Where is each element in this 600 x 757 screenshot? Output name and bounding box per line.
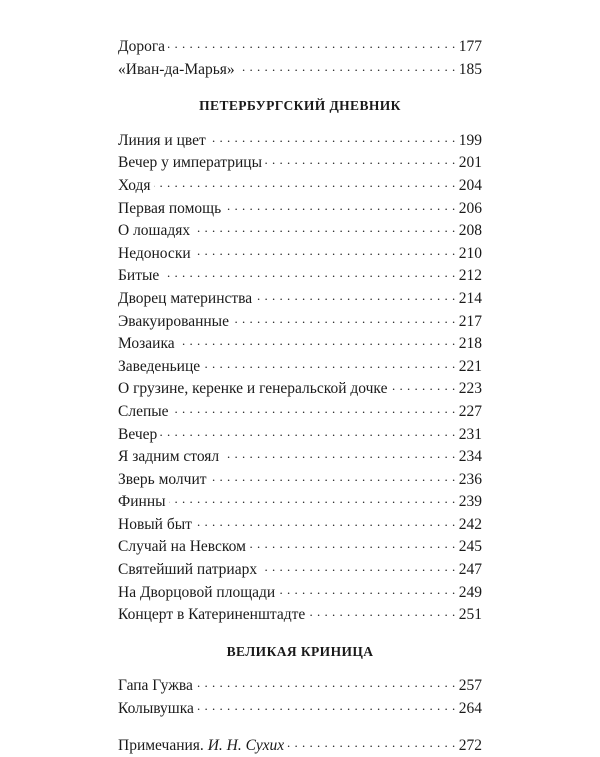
dot-leader xyxy=(195,511,456,530)
toc-entry-page: 234 xyxy=(458,448,482,466)
toc-entry-page: 212 xyxy=(458,267,482,285)
toc-entry xyxy=(118,698,482,721)
toc-entry-title: Линия и цвет xyxy=(118,131,206,149)
dot-leader xyxy=(224,195,456,214)
toc-entry-page: 227 xyxy=(458,402,482,420)
toc-entry-title: Я задним стоял xyxy=(118,448,220,466)
toc-entry-title: О грузине, керенке и генеральской дочке xyxy=(118,380,388,398)
dot-leader xyxy=(278,579,456,598)
toc-entry-page: 257 xyxy=(458,677,482,695)
toc-entry-page: 223 xyxy=(458,380,482,398)
dot-leader xyxy=(260,556,456,575)
dot-leader xyxy=(238,56,456,75)
dot-leader xyxy=(203,353,456,372)
toc-entry-page: 236 xyxy=(458,470,482,488)
toc-entry-page: 231 xyxy=(458,425,482,443)
dot-leader xyxy=(193,217,456,236)
dot-leader xyxy=(255,285,456,304)
dot-leader xyxy=(172,398,456,417)
toc-entry-title: Битые xyxy=(118,267,160,285)
section-heading: ПЕТЕРБУРГСКИЙ ДНЕВНИК xyxy=(199,98,401,114)
toc-entry-page: 214 xyxy=(458,289,482,307)
toc-entry-title: «Иван-да-Марья» xyxy=(118,60,235,78)
dot-leader xyxy=(287,732,456,751)
toc-entry-title: Мозаика xyxy=(118,335,175,353)
dot-leader xyxy=(168,33,456,52)
toc-entry xyxy=(118,604,482,627)
dot-leader xyxy=(162,262,455,281)
dot-leader xyxy=(222,443,456,462)
toc-entry-page: 210 xyxy=(458,244,482,262)
dot-leader xyxy=(210,466,456,485)
notes-label: Примечания. xyxy=(118,736,204,754)
toc-entry-page: 218 xyxy=(458,335,482,353)
section-heading: ВЕЛИКАЯ КРИНИЦА xyxy=(226,643,374,659)
toc-entry-title: Гапа Гужва xyxy=(118,677,193,695)
dot-leader xyxy=(154,172,456,191)
toc-entry-page: 206 xyxy=(458,199,482,217)
dot-leader xyxy=(390,375,455,394)
dot-leader xyxy=(249,533,456,552)
dot-leader xyxy=(265,149,456,168)
toc-entry-title: Святейший патриарх xyxy=(118,561,258,579)
toc-entry-page: 204 xyxy=(458,176,482,194)
toc-entry-page: 242 xyxy=(458,515,482,533)
dot-leader xyxy=(209,127,456,146)
toc-entry-title: Концерт в Катериненштадте xyxy=(118,606,306,624)
toc-entry-title: Ходя xyxy=(118,176,151,194)
dot-leader xyxy=(160,421,455,440)
toc-entry-title: Эвакуированные xyxy=(118,312,229,330)
dot-leader xyxy=(169,488,456,507)
toc-entry-title: Слепые xyxy=(118,402,169,420)
dot-leader xyxy=(197,695,456,714)
toc-entry-title: Новый быт xyxy=(118,515,192,533)
toc-entry-page: 208 xyxy=(458,222,482,240)
dot-leader xyxy=(232,308,456,327)
section-entries xyxy=(118,130,482,627)
notes-entry xyxy=(118,735,482,757)
dot-leader xyxy=(308,601,455,620)
dot-leader xyxy=(196,672,456,691)
toc-entry-title: Вечер xyxy=(118,425,158,443)
notes-author: И. Н. Сухих xyxy=(207,736,285,754)
toc-entry-title: Вечер у императрицы xyxy=(118,154,262,172)
toc-entry-page: 217 xyxy=(458,312,482,330)
toc-entry-title: Колывушка xyxy=(118,700,194,718)
toc-entry-page: 221 xyxy=(458,357,482,375)
section-entries xyxy=(118,675,482,720)
toc-entry-title: Заведеньице xyxy=(118,357,201,375)
toc-entry-title: Финны xyxy=(118,493,166,511)
notes-title xyxy=(118,735,284,757)
toc-entry-title: Первая помощь xyxy=(118,199,222,217)
toc-entry-page: 185 xyxy=(458,60,482,78)
toc-entry-page: 251 xyxy=(458,606,482,624)
toc-entry-title: Зверь молчит xyxy=(118,470,207,488)
dot-leader xyxy=(194,240,456,259)
toc-entry-title: Дорога xyxy=(118,38,166,55)
toc-entry-title: О лошадях xyxy=(118,222,191,240)
toc-entry-page: 199 xyxy=(458,131,482,149)
toc-entry-page: 264 xyxy=(458,700,482,718)
toc-entry-page: 239 xyxy=(458,493,482,511)
toc-entry-title: На Дворцовой площади xyxy=(118,583,276,601)
toc-entry-title: Случай на Невском xyxy=(118,538,246,556)
toc-entry-title: Недоноски xyxy=(118,244,191,262)
toc-entry-page: 177 xyxy=(458,38,482,55)
dot-leader xyxy=(178,330,456,349)
toc-entry-title: Дворец материнства xyxy=(118,289,253,307)
toc-entry-page: 201 xyxy=(458,154,482,172)
notes-page: 272 xyxy=(458,736,482,754)
table-of-contents xyxy=(118,36,482,757)
toc-entry-page: 247 xyxy=(458,561,482,579)
toc-entry xyxy=(118,59,482,82)
toc-entry-page: 245 xyxy=(458,538,482,556)
toc-entry-page: 249 xyxy=(458,583,482,601)
